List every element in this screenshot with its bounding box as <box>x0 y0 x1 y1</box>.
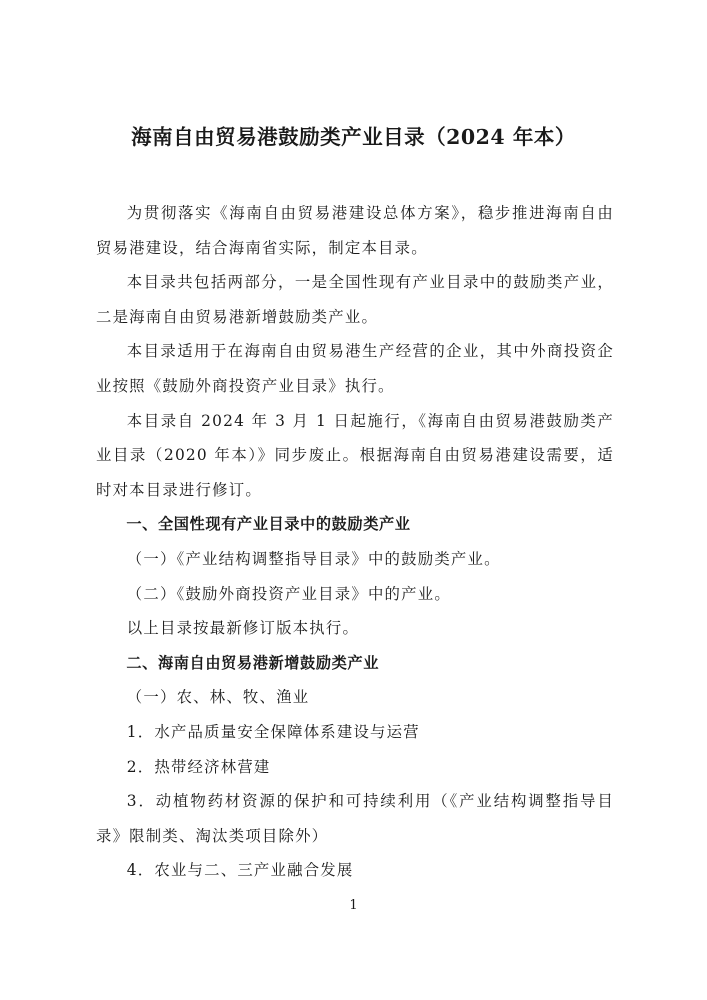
document-title: 海南自由贸易港鼓励类产业目录（2024 年本） <box>131 125 576 149</box>
list-item: 2．热带经济林营建 <box>126 757 271 776</box>
list-item: 4．农业与二、三产业融合发展 <box>126 861 354 880</box>
paragraph-note: 以上目录按最新修订版本执行。 <box>126 619 360 638</box>
list-item: （一）《产业结构调整指导目录》中的鼓励类产业。 <box>126 549 501 568</box>
subsection-heading: （一）农、林、牧、渔业 <box>126 688 310 707</box>
section-heading-hainan: 二、海南自由贸易港新增鼓励类产业 <box>126 653 379 672</box>
paragraph-applicability: 本目录适用于在海南自由贸易港生产经营的企业，其中外商投资企业按照《鼓励外商投资产业目录》执行。 <box>96 342 614 395</box>
paragraph-intro: 为贯彻落实《海南自由贸易港建设总体方案》，稳步推进海南自由贸易港建设，结合海南省实际，制定本目录。 <box>96 204 614 257</box>
page-number: 1 <box>349 898 358 913</box>
document-body <box>96 196 614 888</box>
list-item: 1．水产品质量安全保障体系建设与运营 <box>126 722 420 741</box>
paragraph-scope: 本目录共包括两部分，一是全国性现有产业目录中的鼓励类产业，二是海南自由贸易港新增鼓励类产业。 <box>96 273 614 326</box>
paragraph-effective-date: 本目录自 2024 年 3 月 1 日起施行，《海南自由贸易港鼓励类产业目录（2020 年本）》同步废止。根据海南自由贸易港建设需要，适时对本目录进行修订。 <box>96 411 614 499</box>
list-item: 3．动植物药材资源的保护和可持续利用（《产业结构调整指导目录》限制类、淘汰类项目除外） <box>96 792 614 845</box>
section-heading-national: 一、全国性现有产业目录中的鼓励类产业 <box>126 515 411 534</box>
list-item: （二）《鼓励外商投资产业目录》中的产业。 <box>126 584 451 603</box>
